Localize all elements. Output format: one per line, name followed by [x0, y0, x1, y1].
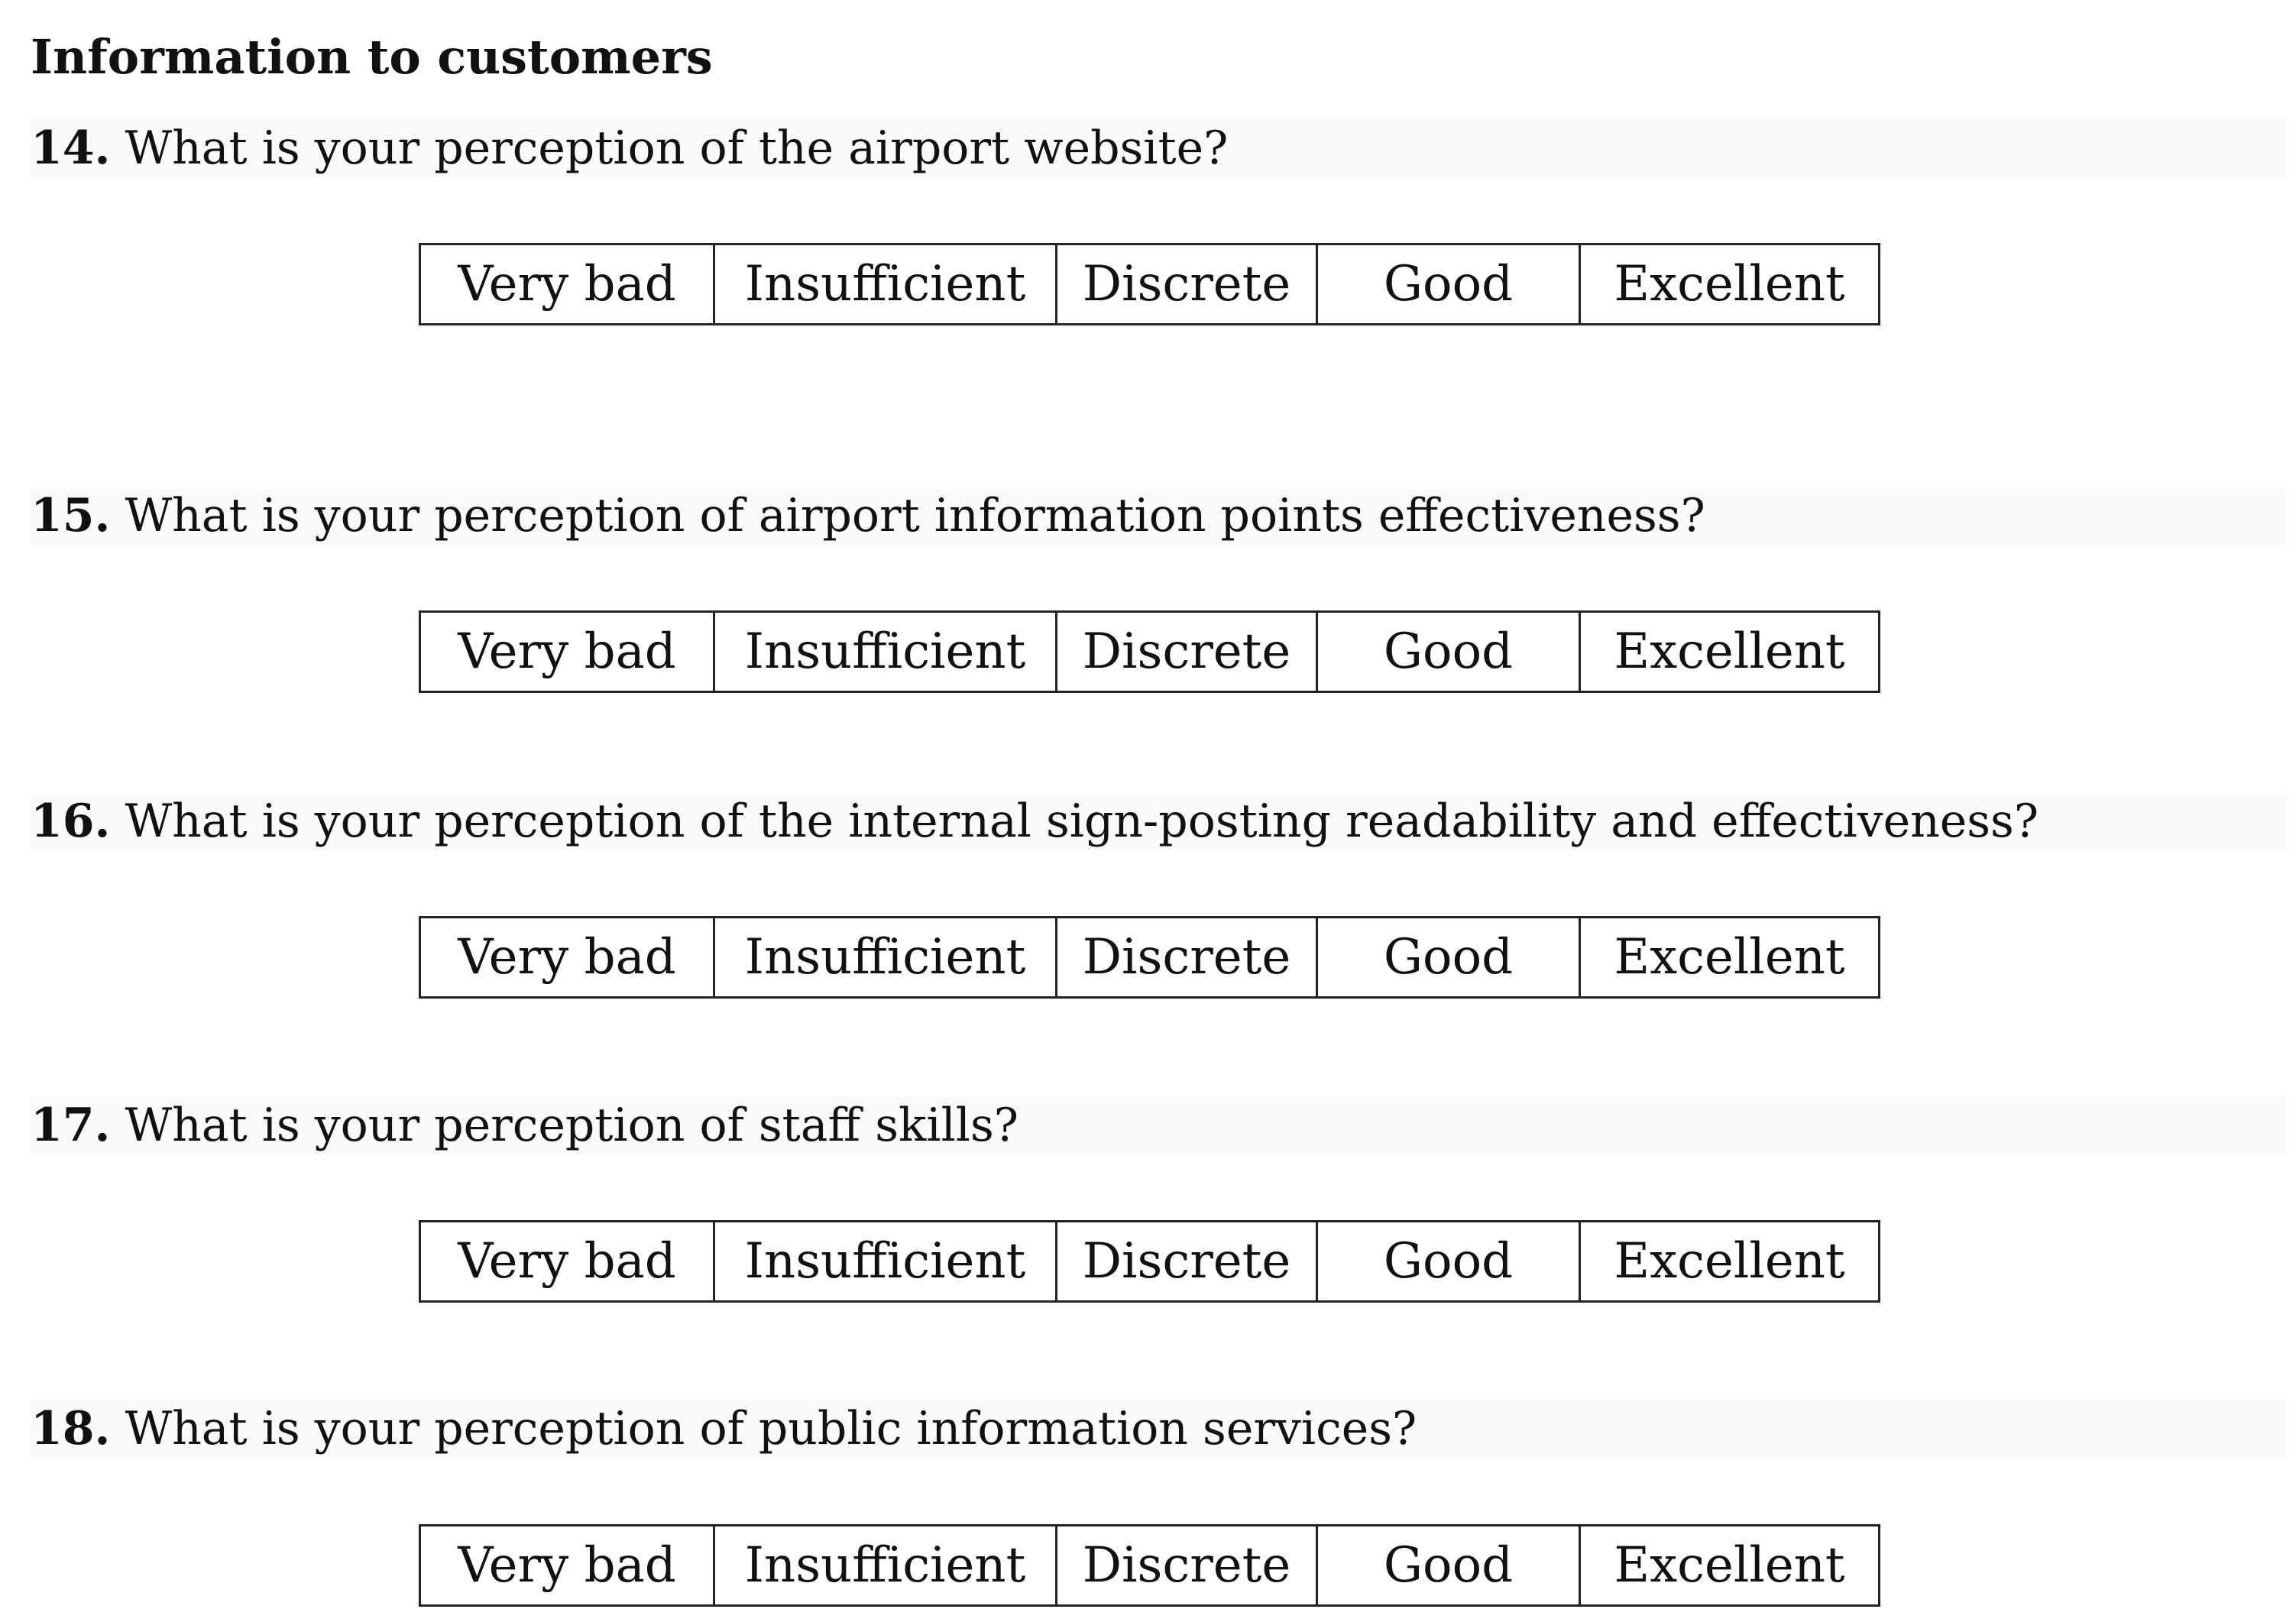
option-discrete[interactable]: Discrete — [1055, 1526, 1316, 1604]
question-text: What is your perception of the internal sign-posting readability and effectiveness? — [125, 795, 2039, 848]
option-very-bad[interactable]: Very bad — [458, 1233, 676, 1290]
question-17 — [31, 1096, 2288, 1155]
question-number: 15. — [31, 489, 111, 542]
question-text: What is your perception of public information services? — [125, 1402, 1417, 1455]
option-excellent[interactable]: Excellent — [1579, 918, 1878, 996]
option-good[interactable]: Good — [1316, 1526, 1579, 1604]
question-number: 17. — [31, 1099, 111, 1152]
option-excellent[interactable]: Excellent — [1579, 1222, 1878, 1300]
option-insufficient[interactable]: Insufficient — [713, 918, 1055, 996]
option-excellent[interactable]: Excellent — [1579, 1526, 1878, 1604]
question-18 — [31, 1399, 2288, 1459]
rating-scale-18 — [419, 1524, 1880, 1607]
option-very-bad[interactable]: Very bad — [458, 1537, 676, 1594]
question-text: What is your perception of airport information points effectiveness? — [125, 489, 1705, 542]
section-title: Information to customers — [31, 29, 713, 85]
question-number: 16. — [31, 795, 111, 848]
option-insufficient[interactable]: Insufficient — [713, 1222, 1055, 1300]
option-discrete[interactable]: Discrete — [1055, 1222, 1316, 1300]
option-good[interactable]: Good — [1316, 1222, 1579, 1300]
question-text: What is your perception of staff skills? — [125, 1099, 1018, 1152]
option-good[interactable]: Good — [1316, 245, 1579, 323]
rating-scale-16 — [419, 916, 1880, 999]
option-very-bad[interactable]: Very bad — [458, 929, 676, 986]
option-very-bad[interactable]: Very bad — [458, 623, 676, 680]
question-number: 18. — [31, 1402, 111, 1455]
option-discrete[interactable]: Discrete — [1055, 245, 1316, 323]
question-16 — [31, 792, 2288, 851]
option-insufficient[interactable]: Insufficient — [713, 1526, 1055, 1604]
option-discrete[interactable]: Discrete — [1055, 613, 1316, 691]
question-14 — [31, 118, 2288, 178]
option-insufficient[interactable]: Insufficient — [713, 245, 1055, 323]
option-insufficient[interactable]: Insufficient — [713, 613, 1055, 691]
question-number: 14. — [31, 121, 111, 175]
question-text: What is your perception of the airport website? — [125, 121, 1229, 175]
option-very-bad[interactable]: Very bad — [458, 256, 676, 312]
option-excellent[interactable]: Excellent — [1579, 245, 1878, 323]
rating-scale-14 — [419, 243, 1880, 325]
option-good[interactable]: Good — [1316, 613, 1579, 691]
rating-scale-17 — [419, 1220, 1880, 1303]
option-good[interactable]: Good — [1316, 918, 1579, 996]
question-15 — [31, 486, 2288, 546]
rating-scale-15 — [419, 610, 1880, 693]
option-excellent[interactable]: Excellent — [1579, 613, 1878, 691]
option-discrete[interactable]: Discrete — [1055, 918, 1316, 996]
